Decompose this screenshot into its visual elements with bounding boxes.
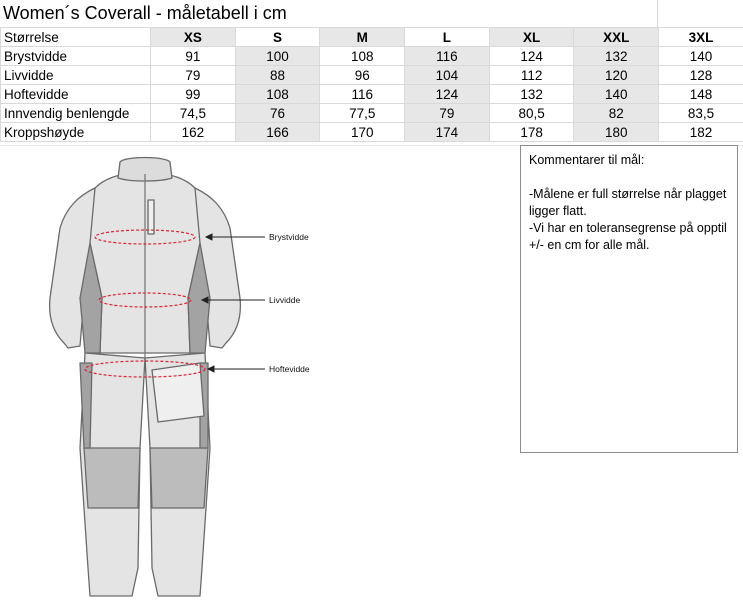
size-l: L bbox=[405, 28, 490, 47]
size-xxl: XXL bbox=[574, 28, 659, 47]
table-cell: 88 bbox=[235, 66, 320, 85]
grid-line bbox=[657, 0, 658, 27]
table-cell: 100 bbox=[235, 47, 320, 66]
table-cell: 82 bbox=[574, 104, 659, 123]
table-cell: 148 bbox=[659, 85, 743, 104]
table-cell: 96 bbox=[320, 66, 405, 85]
size-m: M bbox=[320, 28, 405, 47]
table-cell: 79 bbox=[151, 66, 236, 85]
table-cell: 116 bbox=[320, 85, 405, 104]
table-cell: 108 bbox=[320, 47, 405, 66]
table-cell: 124 bbox=[405, 85, 490, 104]
table-cell: 99 bbox=[151, 85, 236, 104]
table-cell: 140 bbox=[574, 85, 659, 104]
table-row bbox=[1, 47, 743, 66]
size-header-row bbox=[1, 28, 743, 47]
table-cell: 77,5 bbox=[320, 104, 405, 123]
table-cell: 112 bbox=[489, 66, 574, 85]
table-cell: 104 bbox=[405, 66, 490, 85]
table-cell: 182 bbox=[659, 123, 743, 142]
table-cell: 120 bbox=[574, 66, 659, 85]
table-cell: 74,5 bbox=[151, 104, 236, 123]
waist-label: Livvidde bbox=[269, 295, 301, 305]
comment-box bbox=[520, 145, 738, 453]
table-row bbox=[1, 104, 743, 123]
table-cell: 124 bbox=[489, 47, 574, 66]
table-row bbox=[1, 66, 743, 85]
size-3xl: 3XL bbox=[659, 28, 743, 47]
table-cell: 116 bbox=[405, 47, 490, 66]
table-cell: 76 bbox=[235, 104, 320, 123]
table-cell: 83,5 bbox=[659, 104, 743, 123]
table-cell: 180 bbox=[574, 123, 659, 142]
table-row bbox=[1, 85, 743, 104]
table-cell: 80,5 bbox=[489, 104, 574, 123]
table-row bbox=[1, 123, 743, 142]
row-label: Hoftevidde bbox=[1, 85, 151, 104]
size-header-label: Størrelse bbox=[1, 28, 151, 47]
table-cell: 108 bbox=[235, 85, 320, 104]
table-cell: 170 bbox=[320, 123, 405, 142]
table-cell: 91 bbox=[151, 47, 236, 66]
comment-title: Kommentarer til mål: bbox=[529, 153, 645, 167]
table-cell: 132 bbox=[574, 47, 659, 66]
comment-line: -Målene er full størrelse når plagget ligger flatt. bbox=[529, 187, 727, 218]
comment-line: -Vi har en toleransegrense på opptil +/- en cm for alle mål. bbox=[529, 221, 727, 252]
table-cell: 140 bbox=[659, 47, 743, 66]
hip-label: Hoftevidde bbox=[269, 364, 310, 374]
size-table bbox=[0, 27, 743, 142]
table-cell: 132 bbox=[489, 85, 574, 104]
coverall-illustration bbox=[40, 148, 340, 600]
table-cell: 128 bbox=[659, 66, 743, 85]
table-cell: 162 bbox=[151, 123, 236, 142]
table-cell: 174 bbox=[405, 123, 490, 142]
table-cell: 79 bbox=[405, 104, 490, 123]
row-label: Brystvidde bbox=[1, 47, 151, 66]
row-label: Innvendig benlengde bbox=[1, 104, 151, 123]
size-xs: XS bbox=[151, 28, 236, 47]
row-label: Livvidde bbox=[1, 66, 151, 85]
size-s: S bbox=[235, 28, 320, 47]
size-xl: XL bbox=[489, 28, 574, 47]
table-cell: 166 bbox=[235, 123, 320, 142]
table-cell: 178 bbox=[489, 123, 574, 142]
chest-label: Brystvidde bbox=[269, 232, 309, 242]
row-label: Kroppshøyde bbox=[1, 123, 151, 142]
page-title: Women´s Coverall - måletabell i cm bbox=[3, 3, 287, 23]
